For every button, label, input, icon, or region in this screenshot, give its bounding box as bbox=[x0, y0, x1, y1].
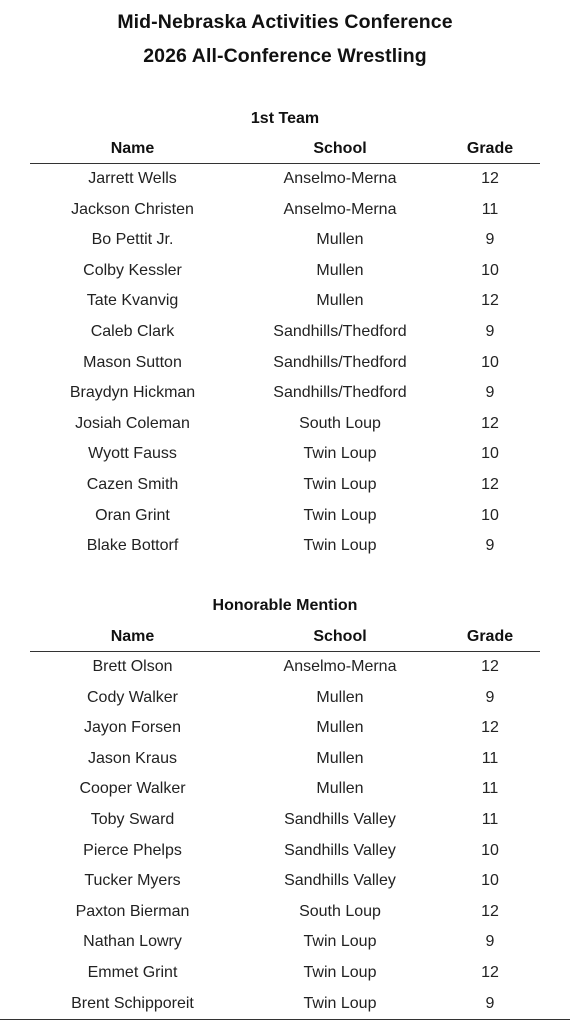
player-grade: 12 bbox=[481, 963, 499, 981]
column-header-school: School bbox=[313, 628, 367, 645]
table-row bbox=[0, 288, 570, 319]
column-header-grade: Grade bbox=[466, 140, 514, 157]
player-name: Braydyn Hickman bbox=[69, 384, 196, 402]
player-grade: 12 bbox=[481, 658, 499, 675]
table-row bbox=[0, 350, 570, 381]
player-grade: 12 bbox=[481, 292, 499, 310]
player-school: Twin Loup bbox=[303, 994, 377, 1012]
player-name: Brent Schipporeit bbox=[71, 994, 194, 1012]
player-name: Oran Grint bbox=[95, 506, 170, 524]
page-bottom-rule bbox=[0, 1019, 570, 1020]
player-name: Bo Pettit Jr. bbox=[91, 231, 174, 249]
player-name: Nathan Lowry bbox=[83, 933, 182, 951]
player-school: Sandhills Valley bbox=[284, 872, 396, 890]
table-row bbox=[0, 533, 570, 564]
player-name: Cooper Walker bbox=[79, 780, 186, 798]
player-grade: 9 bbox=[485, 994, 495, 1012]
table-row bbox=[0, 380, 570, 411]
table-row bbox=[0, 319, 570, 350]
player-name: Jackson Christen bbox=[71, 200, 194, 218]
player-name: Emmet Grint bbox=[87, 963, 178, 981]
player-grade: 9 bbox=[485, 322, 495, 340]
player-name: Cazen Smith bbox=[86, 475, 179, 493]
player-grade: 10 bbox=[481, 445, 499, 463]
player-grade: 12 bbox=[481, 475, 499, 493]
player-name: Paxton Bierman bbox=[75, 902, 190, 920]
player-school: Mullen bbox=[316, 719, 364, 737]
player-name: Brett Olson bbox=[92, 658, 173, 675]
player-school: Sandhills/Thedford bbox=[273, 384, 407, 402]
honorable-mention-table bbox=[0, 654, 570, 1021]
player-grade: 10 bbox=[481, 506, 499, 524]
player-school: Twin Loup bbox=[303, 445, 377, 463]
player-grade: 12 bbox=[481, 719, 499, 737]
player-grade: 9 bbox=[485, 384, 495, 402]
table-row bbox=[0, 776, 570, 807]
player-school: Mullen bbox=[316, 292, 364, 310]
player-name: Wyott Fauss bbox=[88, 445, 177, 463]
document-title: Mid-Nebraska Activities Conference bbox=[117, 11, 453, 33]
first-team-column-headers bbox=[0, 140, 570, 162]
player-school: Sandhills/Thedford bbox=[273, 322, 407, 340]
player-grade: 10 bbox=[481, 872, 499, 890]
player-grade: 11 bbox=[481, 810, 499, 828]
table-row bbox=[0, 441, 570, 472]
player-name: Pierce Phelps bbox=[83, 841, 182, 859]
column-header-name: Name bbox=[110, 628, 155, 645]
table-row bbox=[0, 838, 570, 869]
player-school: Sandhills/Thedford bbox=[273, 353, 407, 371]
player-name: Caleb Clark bbox=[90, 322, 175, 340]
first-team-heading: 1st Team bbox=[250, 110, 320, 127]
table-row bbox=[0, 258, 570, 289]
player-name: Toby Sward bbox=[90, 810, 175, 828]
player-name: Jarrett Wells bbox=[88, 170, 177, 187]
player-school: Anselmo-Merna bbox=[283, 170, 397, 187]
first-team-table bbox=[0, 166, 570, 564]
column-header-grade: Grade bbox=[466, 628, 514, 645]
first-team-header-rule bbox=[30, 163, 540, 164]
table-row bbox=[0, 715, 570, 746]
player-grade: 9 bbox=[485, 231, 495, 249]
player-grade: 12 bbox=[481, 414, 499, 432]
player-school: Mullen bbox=[316, 749, 364, 767]
player-grade: 10 bbox=[481, 261, 499, 279]
document-subtitle: 2026 All-Conference Wrestling bbox=[143, 45, 427, 67]
player-school: Mullen bbox=[316, 688, 364, 706]
table-row bbox=[0, 503, 570, 534]
table-row bbox=[0, 960, 570, 991]
player-name: Colby Kessler bbox=[83, 261, 182, 279]
player-school: Twin Loup bbox=[303, 933, 377, 951]
player-school: South Loup bbox=[299, 902, 381, 920]
player-school: Sandhills Valley bbox=[284, 810, 396, 828]
table-row bbox=[0, 899, 570, 930]
player-grade: 9 bbox=[485, 537, 495, 555]
honorable-mention-header-rule bbox=[30, 651, 540, 652]
player-name: Cody Walker bbox=[87, 688, 178, 706]
player-grade: 10 bbox=[481, 841, 499, 859]
table-row bbox=[0, 197, 570, 228]
table-row bbox=[0, 868, 570, 899]
player-grade: 11 bbox=[481, 780, 499, 798]
column-header-school: School bbox=[313, 140, 367, 157]
player-grade: 10 bbox=[481, 353, 499, 371]
player-school: Anselmo-Merna bbox=[283, 200, 397, 218]
player-school: Anselmo-Merna bbox=[283, 658, 397, 675]
player-name: Jason Kraus bbox=[88, 749, 177, 767]
player-name: Tate Kvanvig bbox=[86, 292, 179, 310]
table-row bbox=[0, 654, 570, 685]
player-grade: 11 bbox=[481, 200, 499, 218]
player-school: Mullen bbox=[316, 261, 364, 279]
table-row bbox=[0, 411, 570, 442]
player-name: Mason Sutton bbox=[83, 353, 182, 371]
honorable-mention-column-headers bbox=[0, 628, 570, 650]
table-row bbox=[0, 472, 570, 503]
table-row bbox=[0, 807, 570, 838]
player-school: Mullen bbox=[316, 780, 364, 798]
player-school: Twin Loup bbox=[303, 537, 377, 555]
table-row bbox=[0, 685, 570, 716]
player-grade: 11 bbox=[481, 749, 499, 767]
table-row bbox=[0, 227, 570, 258]
player-grade: 12 bbox=[481, 170, 499, 187]
player-grade: 9 bbox=[485, 688, 495, 706]
player-school: Mullen bbox=[316, 231, 364, 249]
column-header-name: Name bbox=[110, 140, 155, 157]
table-row bbox=[0, 166, 570, 197]
table-row bbox=[0, 991, 570, 1022]
player-name: Josiah Coleman bbox=[75, 414, 190, 432]
player-grade: 9 bbox=[485, 933, 495, 951]
player-school: Twin Loup bbox=[303, 475, 377, 493]
player-school: Twin Loup bbox=[303, 963, 377, 981]
player-name: Jayon Forsen bbox=[84, 719, 181, 737]
table-row bbox=[0, 929, 570, 960]
player-school: Twin Loup bbox=[303, 506, 377, 524]
player-name: Blake Bottorf bbox=[86, 537, 179, 555]
player-school: South Loup bbox=[299, 414, 381, 432]
honorable-mention-heading: Honorable Mention bbox=[212, 597, 358, 614]
player-name: Tucker Myers bbox=[84, 872, 181, 890]
player-grade: 12 bbox=[481, 902, 499, 920]
player-school: Sandhills Valley bbox=[284, 841, 396, 859]
table-row bbox=[0, 746, 570, 777]
